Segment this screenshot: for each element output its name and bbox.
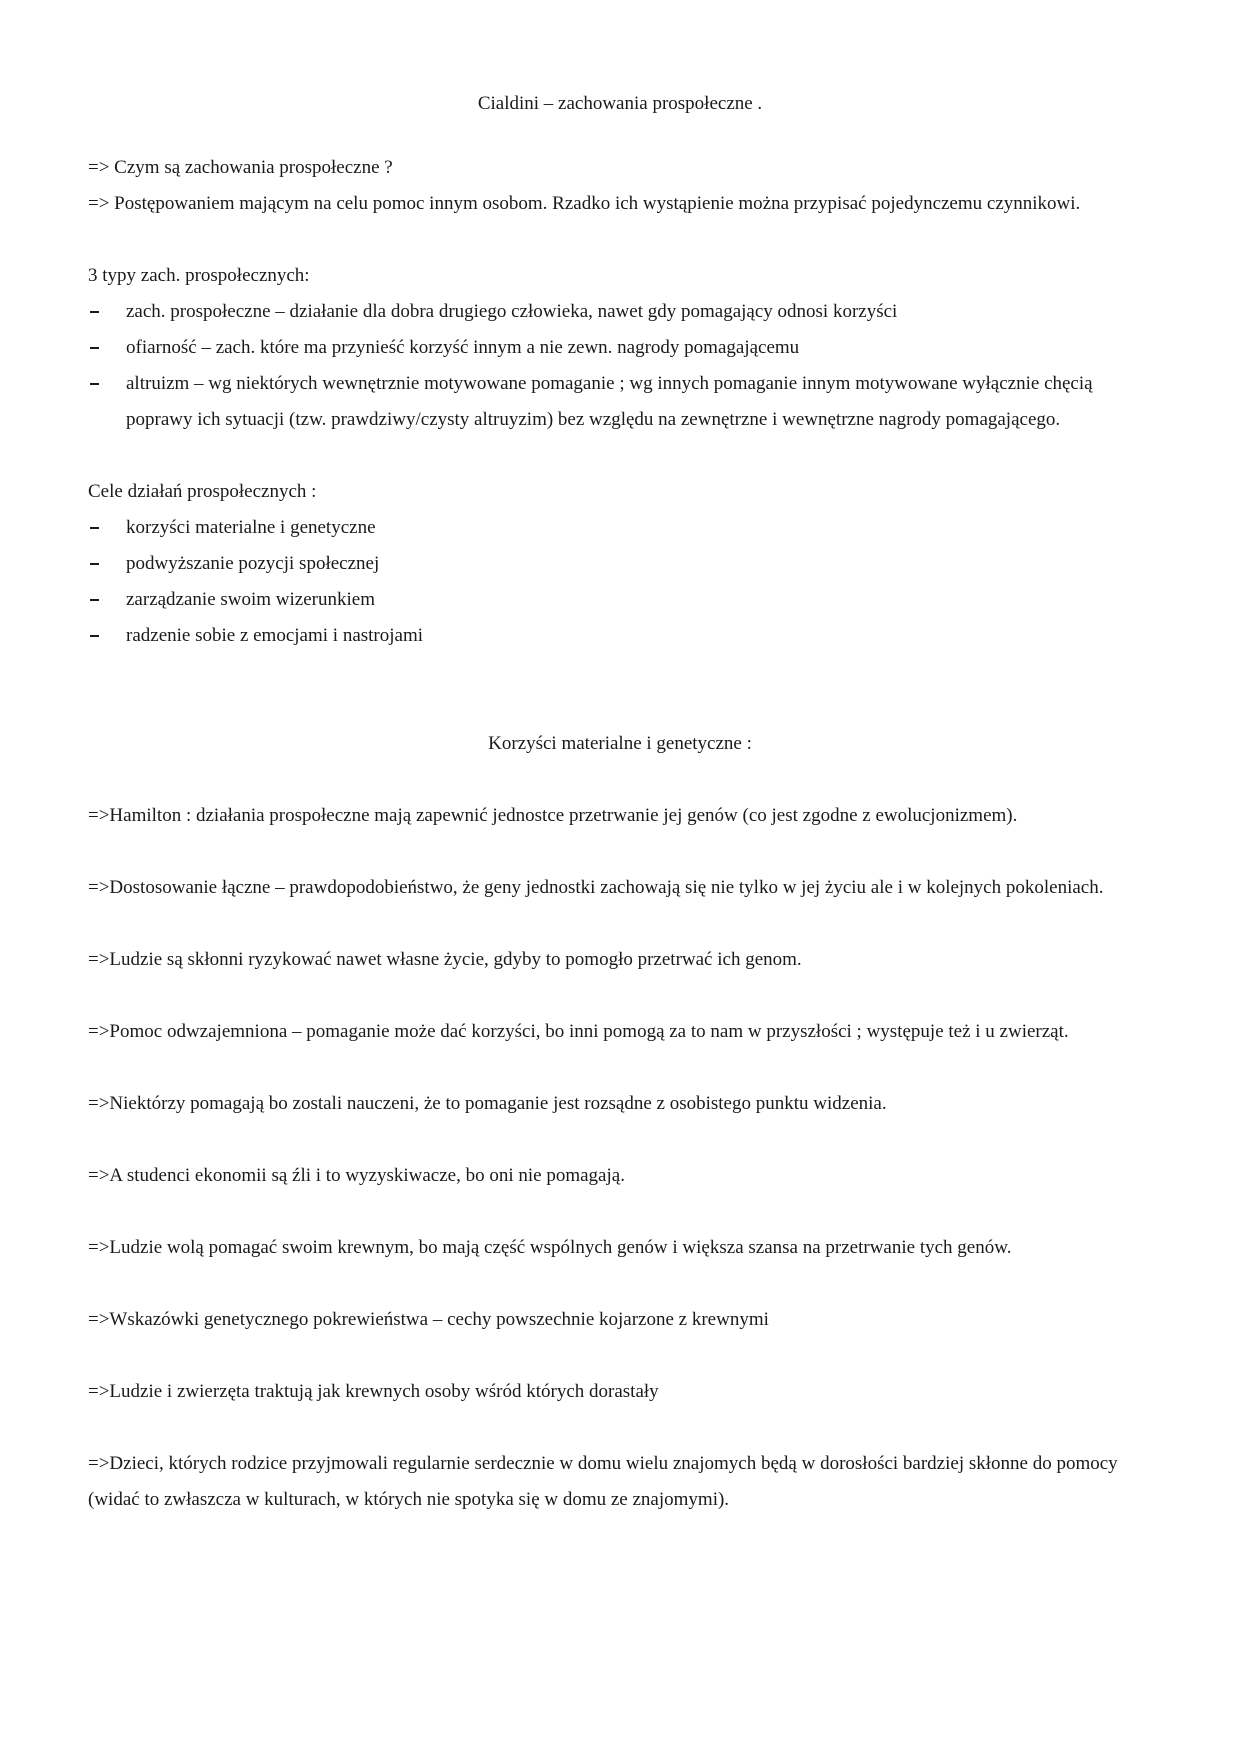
intro-answer: => Postępowaniem mającym na celu pomoc innym osobom. Rzadko ich wystąpienie można przypisać pojedynczemu czynnikowi. <box>88 193 1081 214</box>
paragraph: =>Dostosowanie łączne – prawdopodobieństwo, że geny jednostki zachowają się nie tylko w jej życiu ale i w kolejnych pokoleniach. <box>88 877 1104 898</box>
section-heading: Korzyści materialne i genetyczne : <box>488 733 752 754</box>
list-item: korzyści materialne i genetyczne <box>88 510 1152 546</box>
list-item: altruizm – wg niektórych wewnętrznie motywowane pomaganie ; wg innych pomaganie innym motywowane wyłącznie chęcią poprawy ich sytuacji (tzw. prawdziwy/czysty altruyzim) bez względu na zewnętrzne i wewnętrzne nagrody pomagającego. <box>88 366 1152 438</box>
list-item: podwyższanie pozycji społecznej <box>88 546 1152 582</box>
list-item: radzenie sobie z emocjami i nastrojami <box>88 618 1152 654</box>
types-heading: 3 typy zach. prospołecznych: <box>88 265 310 286</box>
goals-list <box>88 510 1152 654</box>
paragraph: =>Ludzie są skłonni ryzykować nawet własne życie, gdyby to pomogło przetrwać ich genom. <box>88 949 802 970</box>
paragraph: =>Pomoc odwzajemniona – pomaganie może dać korzyści, bo inni pomogą za to nam w przyszłości ; występuje też i u zwierząt. <box>88 1021 1069 1042</box>
goals-heading: Cele działań prospołecznych : <box>88 481 317 502</box>
document-body <box>88 86 1152 1518</box>
paragraph: =>Dzieci, których rodzice przyjmowali regularnie serdecznie w domu wielu znajomych będą w dorosłości bardziej skłonne do pomocy (widać to zwłaszcza w kulturach, w których nie spotyka się w domu ze znajomymi). <box>88 1453 1118 1510</box>
paragraph: =>Wskazówki genetycznego pokrewieństwa – cechy powszechnie kojarzone z krewnymi <box>88 1309 769 1330</box>
paragraph: =>Ludzie wolą pomagać swoim krewnym, bo mają część wspólnych genów i większa szansa na przetrwanie tych genów. <box>88 1237 1012 1258</box>
paragraph: =>Ludzie i zwierzęta traktują jak krewnych osoby wśród których dorastały <box>88 1381 659 1402</box>
paragraph: =>A studenci ekonomii są źli i to wyzyskiwacze, bo oni nie pomagają. <box>88 1165 625 1186</box>
document-title: Cialdini – zachowania prospołeczne . <box>477 93 763 114</box>
paragraph: =>Niektórzy pomagają bo zostali nauczeni, że to pomaganie jest rozsądne z osobistego punktu widzenia. <box>88 1093 887 1114</box>
types-list <box>88 294 1152 438</box>
list-item: zach. prospołeczne – działanie dla dobra drugiego człowieka, nawet gdy pomagający odnosi korzyści <box>88 294 1152 330</box>
paragraph: =>Hamilton : działania prospołeczne mają zapewnić jednostce przetrwanie jej genów (co jest zgodne z ewolucjonizmem). <box>88 805 1018 826</box>
intro-question: => Czym są zachowania prospołeczne ? <box>88 157 393 178</box>
list-item: zarządzanie swoim wizerunkiem <box>88 582 1152 618</box>
list-item: ofiarność – zach. które ma przynieść korzyść innym a nie zewn. nagrody pomagającemu <box>88 330 1152 366</box>
